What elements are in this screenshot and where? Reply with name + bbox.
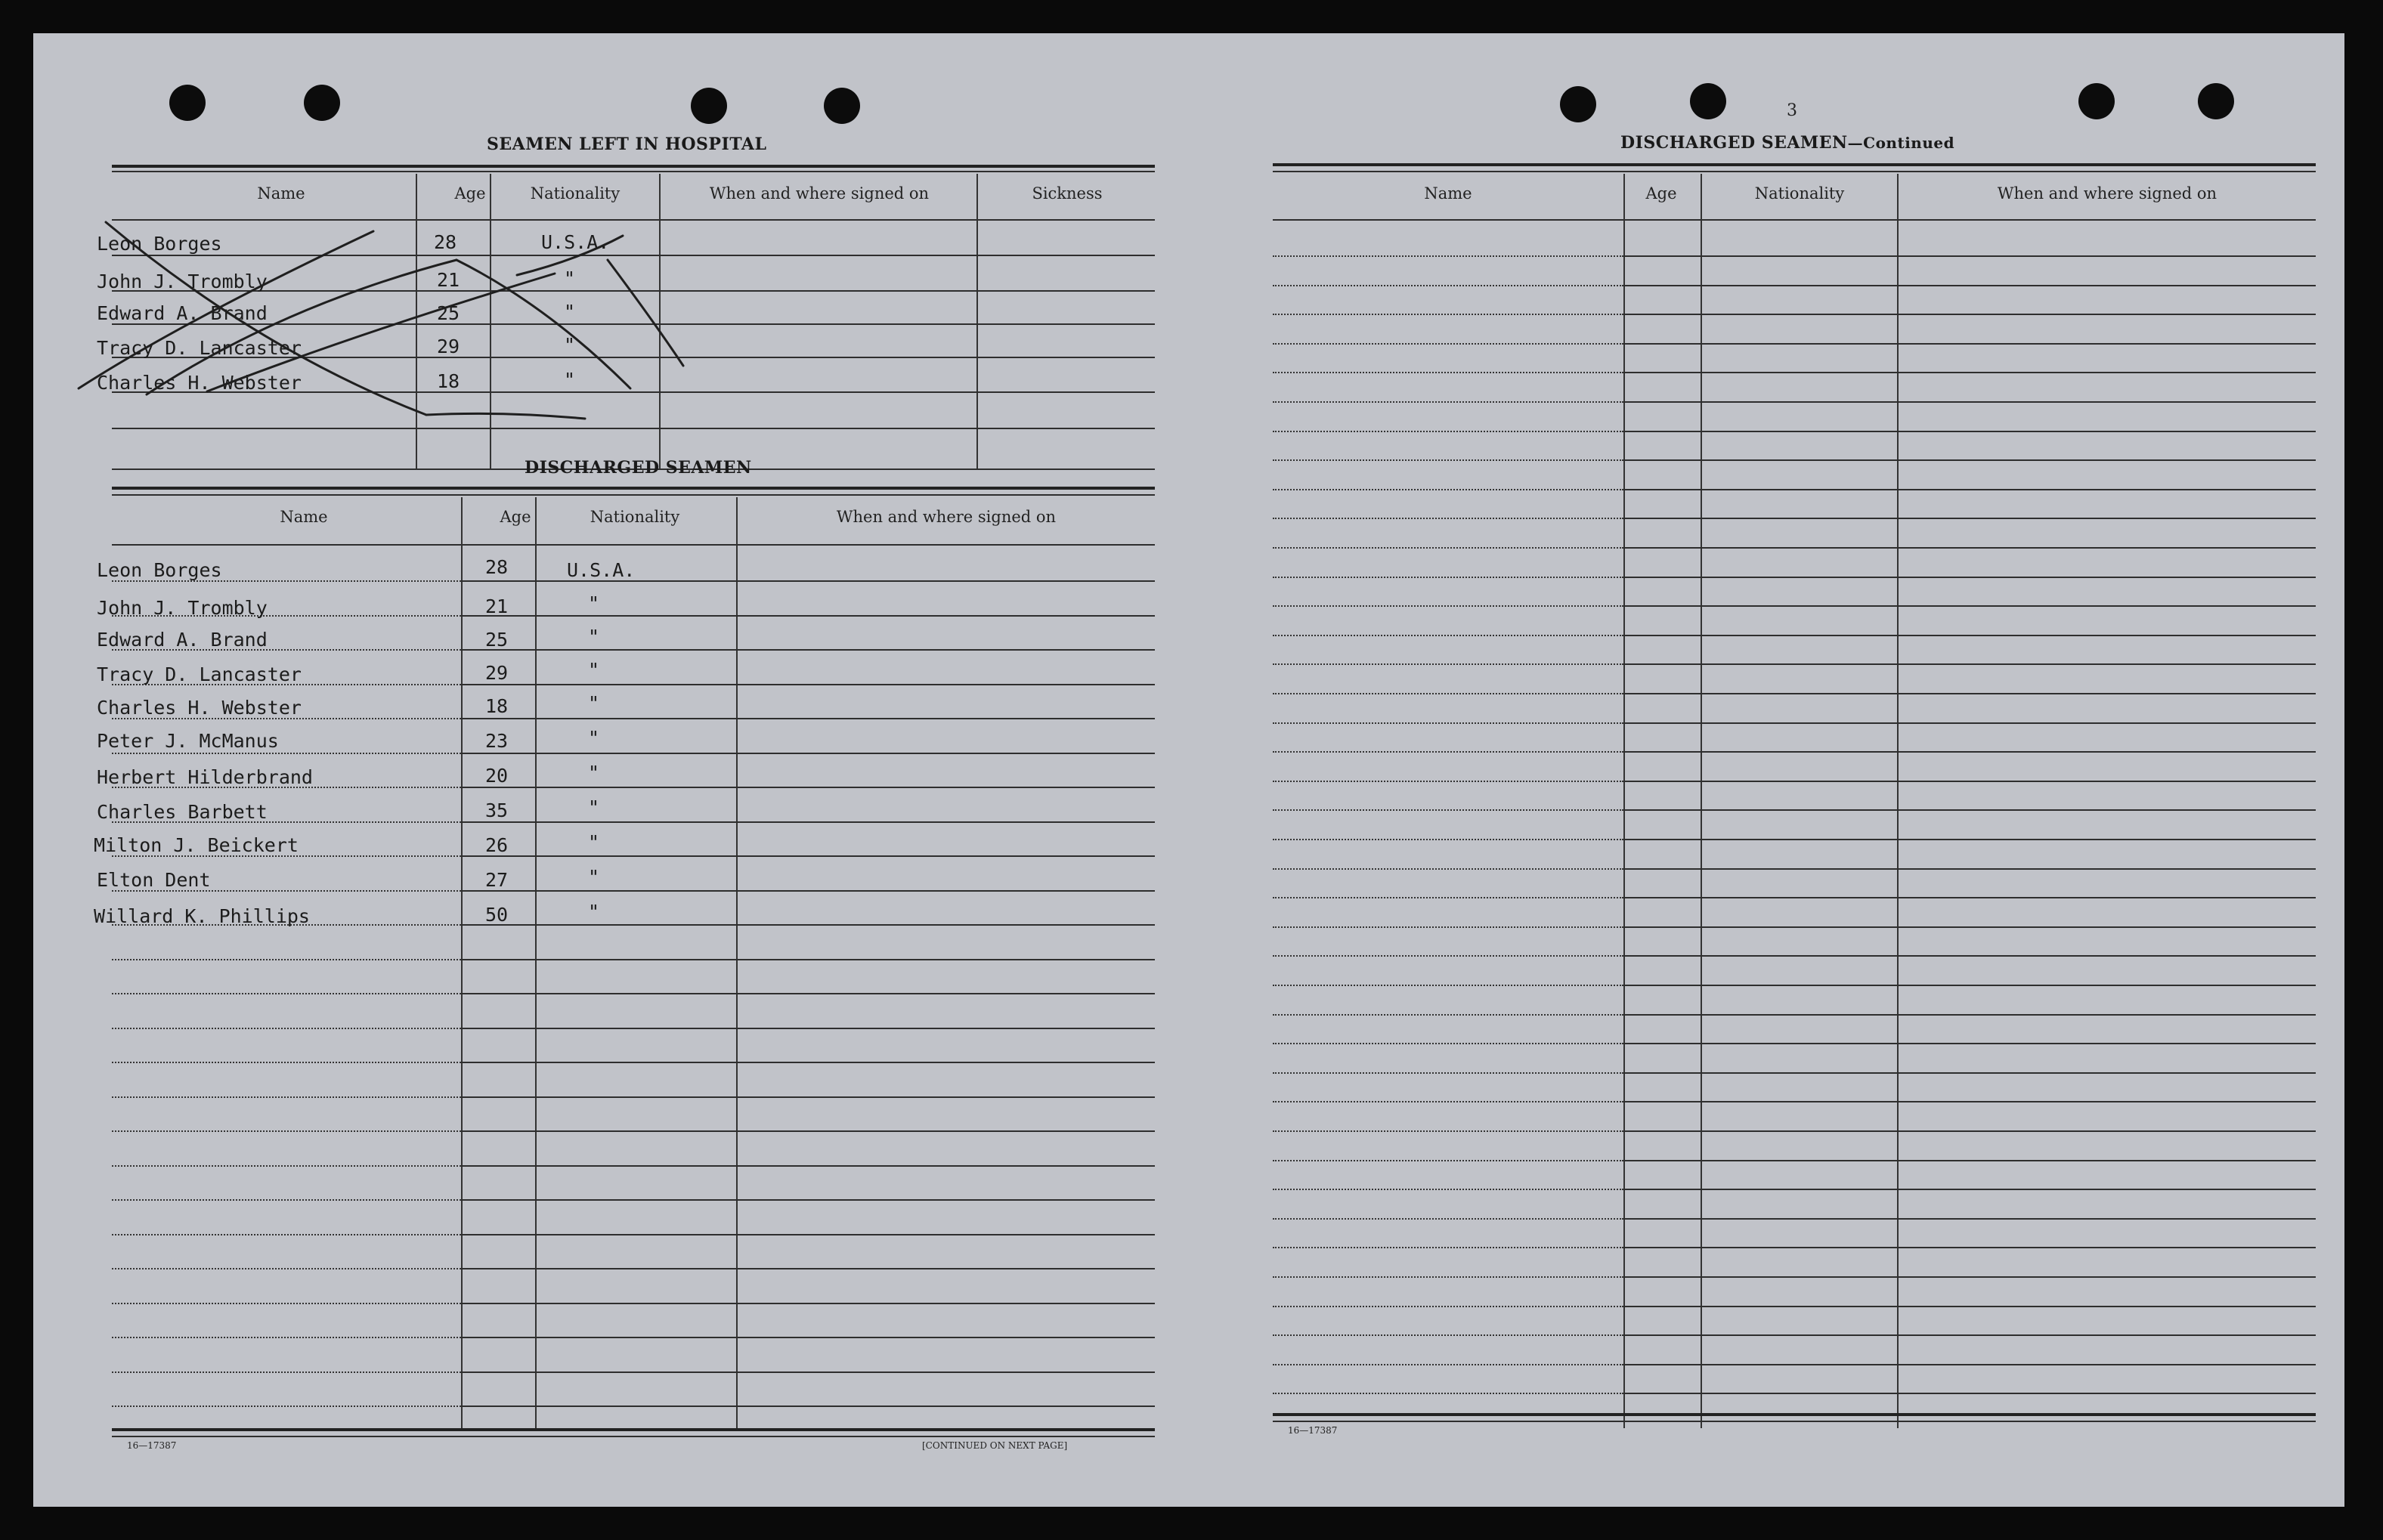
discharged-col-divider [461, 497, 463, 1431]
row-rule [1623, 1364, 2316, 1365]
row-rule [461, 753, 1155, 754]
row-rule-dotted [1273, 839, 1623, 840]
row-rule [1623, 1306, 2316, 1307]
row-rule-dotted [1273, 1014, 1623, 1016]
continued-col-age: Age [1645, 184, 1677, 203]
row-rule [1623, 547, 2316, 549]
hospital-row-name: Charles H. Webster [97, 372, 302, 394]
hospital-row-age: 18 [437, 370, 460, 392]
form-number-right: 16—17387 [1288, 1425, 1338, 1436]
continued-bottom-rule-thin [1273, 1421, 2316, 1422]
discharged-row-name: Elton Dent [97, 869, 211, 891]
row-rule [1623, 809, 2316, 811]
row-rule-dotted [1273, 1247, 1623, 1248]
row-rule [461, 1268, 1155, 1269]
row-rule [1623, 751, 2316, 753]
hospital-section-title: SEAMEN LEFT IN HOSPITAL [487, 135, 767, 154]
row-rule-dotted [1273, 1130, 1623, 1132]
discharged-col-signed-on: When and where signed on [836, 508, 1057, 526]
discharged-top-rule-thin [112, 494, 1155, 496]
row-rule-dotted [1273, 751, 1623, 753]
discharged-row-nationality: " [588, 866, 600, 888]
row-rule-dotted [1273, 285, 1623, 286]
continued-col-divider [1701, 174, 1702, 1428]
row-rule [1623, 1101, 2316, 1102]
row-rule [1623, 1160, 2316, 1161]
row-rule-dotted [1273, 518, 1623, 519]
row-rule [1623, 868, 2316, 870]
row-rule-dotted [112, 1096, 461, 1098]
row-rule [1623, 1130, 2316, 1132]
discharged-row-nationality: " [588, 626, 600, 648]
row-rule [1623, 926, 2316, 928]
continued-bottom-rule [1273, 1413, 2316, 1416]
row-rule [1623, 605, 2316, 607]
hospital-row-nationality: " [564, 267, 576, 289]
row-rule [1623, 839, 2316, 840]
row-rule-dotted [1273, 343, 1623, 345]
discharged-row-name: Herbert Hilderbrand [97, 766, 313, 788]
discharged-bottom-rule [112, 1428, 1155, 1431]
row-rule [461, 1199, 1155, 1201]
row-rule [1623, 955, 2316, 957]
discharged-row-name: Milton J. Beickert [94, 834, 299, 856]
discharged-row-name: Willard K. Phillips [94, 905, 310, 927]
row-rule [1623, 722, 2316, 724]
row-rule-dotted [112, 1028, 461, 1029]
row-rule [461, 821, 1155, 823]
row-rule-dotted [112, 1337, 461, 1338]
hospital-row-nationality: " [564, 334, 576, 356]
row-rule-dotted [1273, 809, 1623, 811]
row-rule-dotted [1273, 1306, 1623, 1307]
row-rule [1623, 693, 2316, 694]
hospital-row-name: Tracy D. Lancaster [97, 337, 302, 359]
row-rule-dotted [112, 993, 461, 994]
continued-top-rule [1273, 163, 2316, 166]
row-rule-dotted [112, 1234, 461, 1235]
discharged-row-age: 35 [485, 799, 509, 821]
row-rule-dotted [112, 1165, 461, 1167]
discharged-top-rule [112, 487, 1155, 490]
hospital-row-age: 21 [437, 269, 460, 291]
row-rule [461, 890, 1155, 892]
row-rule-dotted [1273, 926, 1623, 928]
row-rule [461, 959, 1155, 960]
row-rule-dotted [1273, 897, 1623, 898]
row-rule-dotted [1273, 1364, 1623, 1365]
hospital-col-signed-on: When and where signed on [709, 184, 930, 203]
row-rule [1623, 401, 2316, 403]
discharged-row-nationality: " [588, 831, 600, 853]
discharged-row-nationality: " [588, 659, 600, 681]
row-rule [461, 580, 1155, 582]
row-rule [1623, 1072, 2316, 1074]
hospital-col-age: Age [454, 184, 486, 203]
row-rule [1623, 1043, 2316, 1044]
row-rule [1623, 1189, 2316, 1190]
continued-header-rule [1273, 219, 2316, 221]
row-rule [1623, 489, 2316, 490]
row-rule-dotted [1273, 1072, 1623, 1074]
row-rule [461, 684, 1155, 685]
row-rule [461, 1096, 1155, 1098]
hospital-col-nationality: Nationality [530, 184, 621, 203]
hospital-row-age: 28 [434, 231, 457, 253]
row-rule-dotted [112, 1405, 461, 1407]
row-rule-dotted [112, 1303, 461, 1304]
row-rule-dotted [1273, 255, 1623, 257]
row-rule-dotted [1273, 314, 1623, 315]
row-rule-dotted [1273, 459, 1623, 461]
row-rule-dotted [1273, 547, 1623, 549]
row-rule-dotted [1273, 955, 1623, 957]
continued-col-divider [1623, 174, 1625, 1428]
discharged-row-age: 29 [485, 662, 509, 684]
discharged-row-age: 28 [485, 556, 509, 578]
hospital-row-nationality: " [564, 301, 576, 323]
row-rule [461, 649, 1155, 651]
discharged-row-age: 26 [485, 834, 509, 856]
discharged-row-age: 23 [485, 730, 509, 752]
row-rule-dotted [1273, 781, 1623, 782]
row-rule-dotted [112, 1062, 461, 1063]
row-rule-dotted [1273, 372, 1623, 373]
continued-note: [CONTINUED ON NEXT PAGE] [922, 1440, 1068, 1451]
row-rule [461, 1234, 1155, 1235]
row-rule-dotted [1273, 868, 1623, 870]
row-rule-dotted [112, 959, 461, 960]
row-rule-dotted [112, 1130, 461, 1132]
discharged-col-name: Name [280, 508, 328, 526]
continued-section-title [1620, 133, 1954, 153]
discharged-row-age: 50 [485, 904, 509, 926]
row-rule [1623, 459, 2316, 461]
row-rule [1623, 1276, 2316, 1278]
row-rule [1623, 314, 2316, 315]
hospital-row-name: John J. Trombly [97, 271, 268, 292]
row-rule-dotted [1273, 431, 1623, 432]
row-rule [461, 1062, 1155, 1063]
continued-col-signed-on: When and where signed on [1997, 184, 2217, 203]
row-rule-dotted [1273, 1276, 1623, 1278]
row-rule [461, 1130, 1155, 1132]
row-rule [1623, 255, 2316, 257]
row-rule-dotted [112, 1371, 461, 1373]
row-rule-dotted [112, 753, 461, 754]
discharged-row-nationality: U.S.A. [567, 559, 636, 581]
row-rule-dotted [1273, 489, 1623, 490]
discharged-row-nationality: " [588, 592, 600, 614]
row-rule-dotted [1273, 1189, 1623, 1190]
continued-col-name: Name [1424, 184, 1472, 203]
discharged-col-divider [736, 497, 738, 1431]
row-rule-dotted [1273, 722, 1623, 724]
row-rule [461, 993, 1155, 994]
discharged-row-name: Charles H. Webster [97, 697, 302, 719]
discharged-row-age: 21 [485, 595, 509, 617]
row-rule [461, 1405, 1155, 1407]
row-rule [461, 1371, 1155, 1373]
row-rule [1623, 663, 2316, 665]
discharged-col-divider [535, 497, 537, 1431]
continued-title-main: DISCHARGED SEAMEN [1620, 133, 1848, 153]
row-rule [1623, 1218, 2316, 1220]
hospital-row-name: Leon Borges [97, 233, 222, 255]
discharged-row-name: Leon Borges [97, 559, 222, 581]
row-rule-dotted [112, 1268, 461, 1269]
discharged-row-nationality: " [588, 796, 600, 818]
hospital-row-age: 25 [437, 302, 460, 324]
row-rule [1623, 1334, 2316, 1336]
hospital-col-name: Name [257, 184, 305, 203]
row-rule [1623, 285, 2316, 286]
discharged-section-title: DISCHARGED SEAMEN [525, 458, 752, 478]
continued-title-suffix: —Continued [1847, 134, 1955, 152]
row-rule [1623, 518, 2316, 519]
discharged-row-age: 25 [485, 629, 509, 651]
row-rule-dotted [1273, 663, 1623, 665]
row-rule [461, 924, 1155, 926]
row-rule [1623, 897, 2316, 898]
row-rule [1623, 985, 2316, 986]
discharged-row-nationality: " [588, 901, 600, 923]
discharged-row-nationality: " [588, 762, 600, 784]
discharged-row-age: 18 [485, 695, 509, 717]
hospital-row-nationality: " [564, 369, 576, 391]
hospital-row-age: 29 [437, 336, 460, 357]
row-rule-dotted [1273, 1218, 1623, 1220]
row-rule [461, 1028, 1155, 1029]
row-rule [1623, 635, 2316, 636]
row-rule-dotted [1273, 605, 1623, 607]
row-rule [1623, 1247, 2316, 1248]
row-rule-dotted [1273, 1160, 1623, 1161]
row-rule-dotted [1273, 1334, 1623, 1336]
discharged-row-name: Edward A. Brand [97, 629, 268, 651]
continued-top-rule-thin [1273, 171, 2316, 172]
row-rule [461, 1337, 1155, 1338]
row-rule [461, 787, 1155, 788]
row-rule-dotted [112, 1199, 461, 1201]
discharged-header-rule [112, 544, 1155, 546]
hospital-row-name: Edward A. Brand [97, 302, 268, 324]
hospital-col-sickness: Sickness [1032, 184, 1103, 203]
page-number: 3 [1787, 101, 1797, 120]
row-rule [461, 718, 1155, 719]
discharged-row-name: Peter J. McManus [97, 730, 279, 752]
row-rule-dotted [1273, 401, 1623, 403]
row-rule-dotted [1273, 1101, 1623, 1102]
row-rule [1623, 343, 2316, 345]
row-rule-dotted [1273, 693, 1623, 694]
row-rule-dotted [1273, 635, 1623, 636]
discharged-row-nationality: " [588, 727, 600, 749]
hospital-row-nationality: U.S.A. [541, 231, 610, 253]
form-number-left: 16—17387 [127, 1440, 177, 1451]
row-rule [1623, 1014, 2316, 1016]
discharged-row-nationality: " [588, 692, 600, 714]
discharged-bottom-rule-thin [112, 1436, 1155, 1437]
continued-col-divider [1897, 174, 1899, 1428]
discharged-col-age: Age [500, 508, 531, 526]
discharged-row-age: 20 [485, 765, 509, 787]
row-rule-dotted [1273, 577, 1623, 578]
row-rule [1623, 372, 2316, 373]
continued-col-nationality: Nationality [1754, 184, 1845, 203]
row-rule [461, 1303, 1155, 1304]
discharged-row-name: Charles Barbett [97, 801, 268, 823]
row-rule [1623, 431, 2316, 432]
row-rule-dotted [1273, 985, 1623, 986]
document-sheet [33, 33, 2344, 1507]
row-rule [1623, 781, 2316, 782]
row-rule-dotted [1273, 1043, 1623, 1044]
cross-out-mark [33, 33, 2344, 1507]
discharged-row-name: John J. Trombly [97, 597, 268, 619]
row-rule [1623, 577, 2316, 578]
row-rule [1623, 1393, 2316, 1394]
row-rule [461, 615, 1155, 617]
row-rule-dotted [1273, 1393, 1623, 1394]
row-rule [461, 855, 1155, 857]
row-rule [461, 1165, 1155, 1167]
discharged-row-age: 27 [485, 869, 509, 891]
discharged-row-name: Tracy D. Lancaster [97, 663, 302, 685]
discharged-col-nationality: Nationality [590, 508, 680, 526]
